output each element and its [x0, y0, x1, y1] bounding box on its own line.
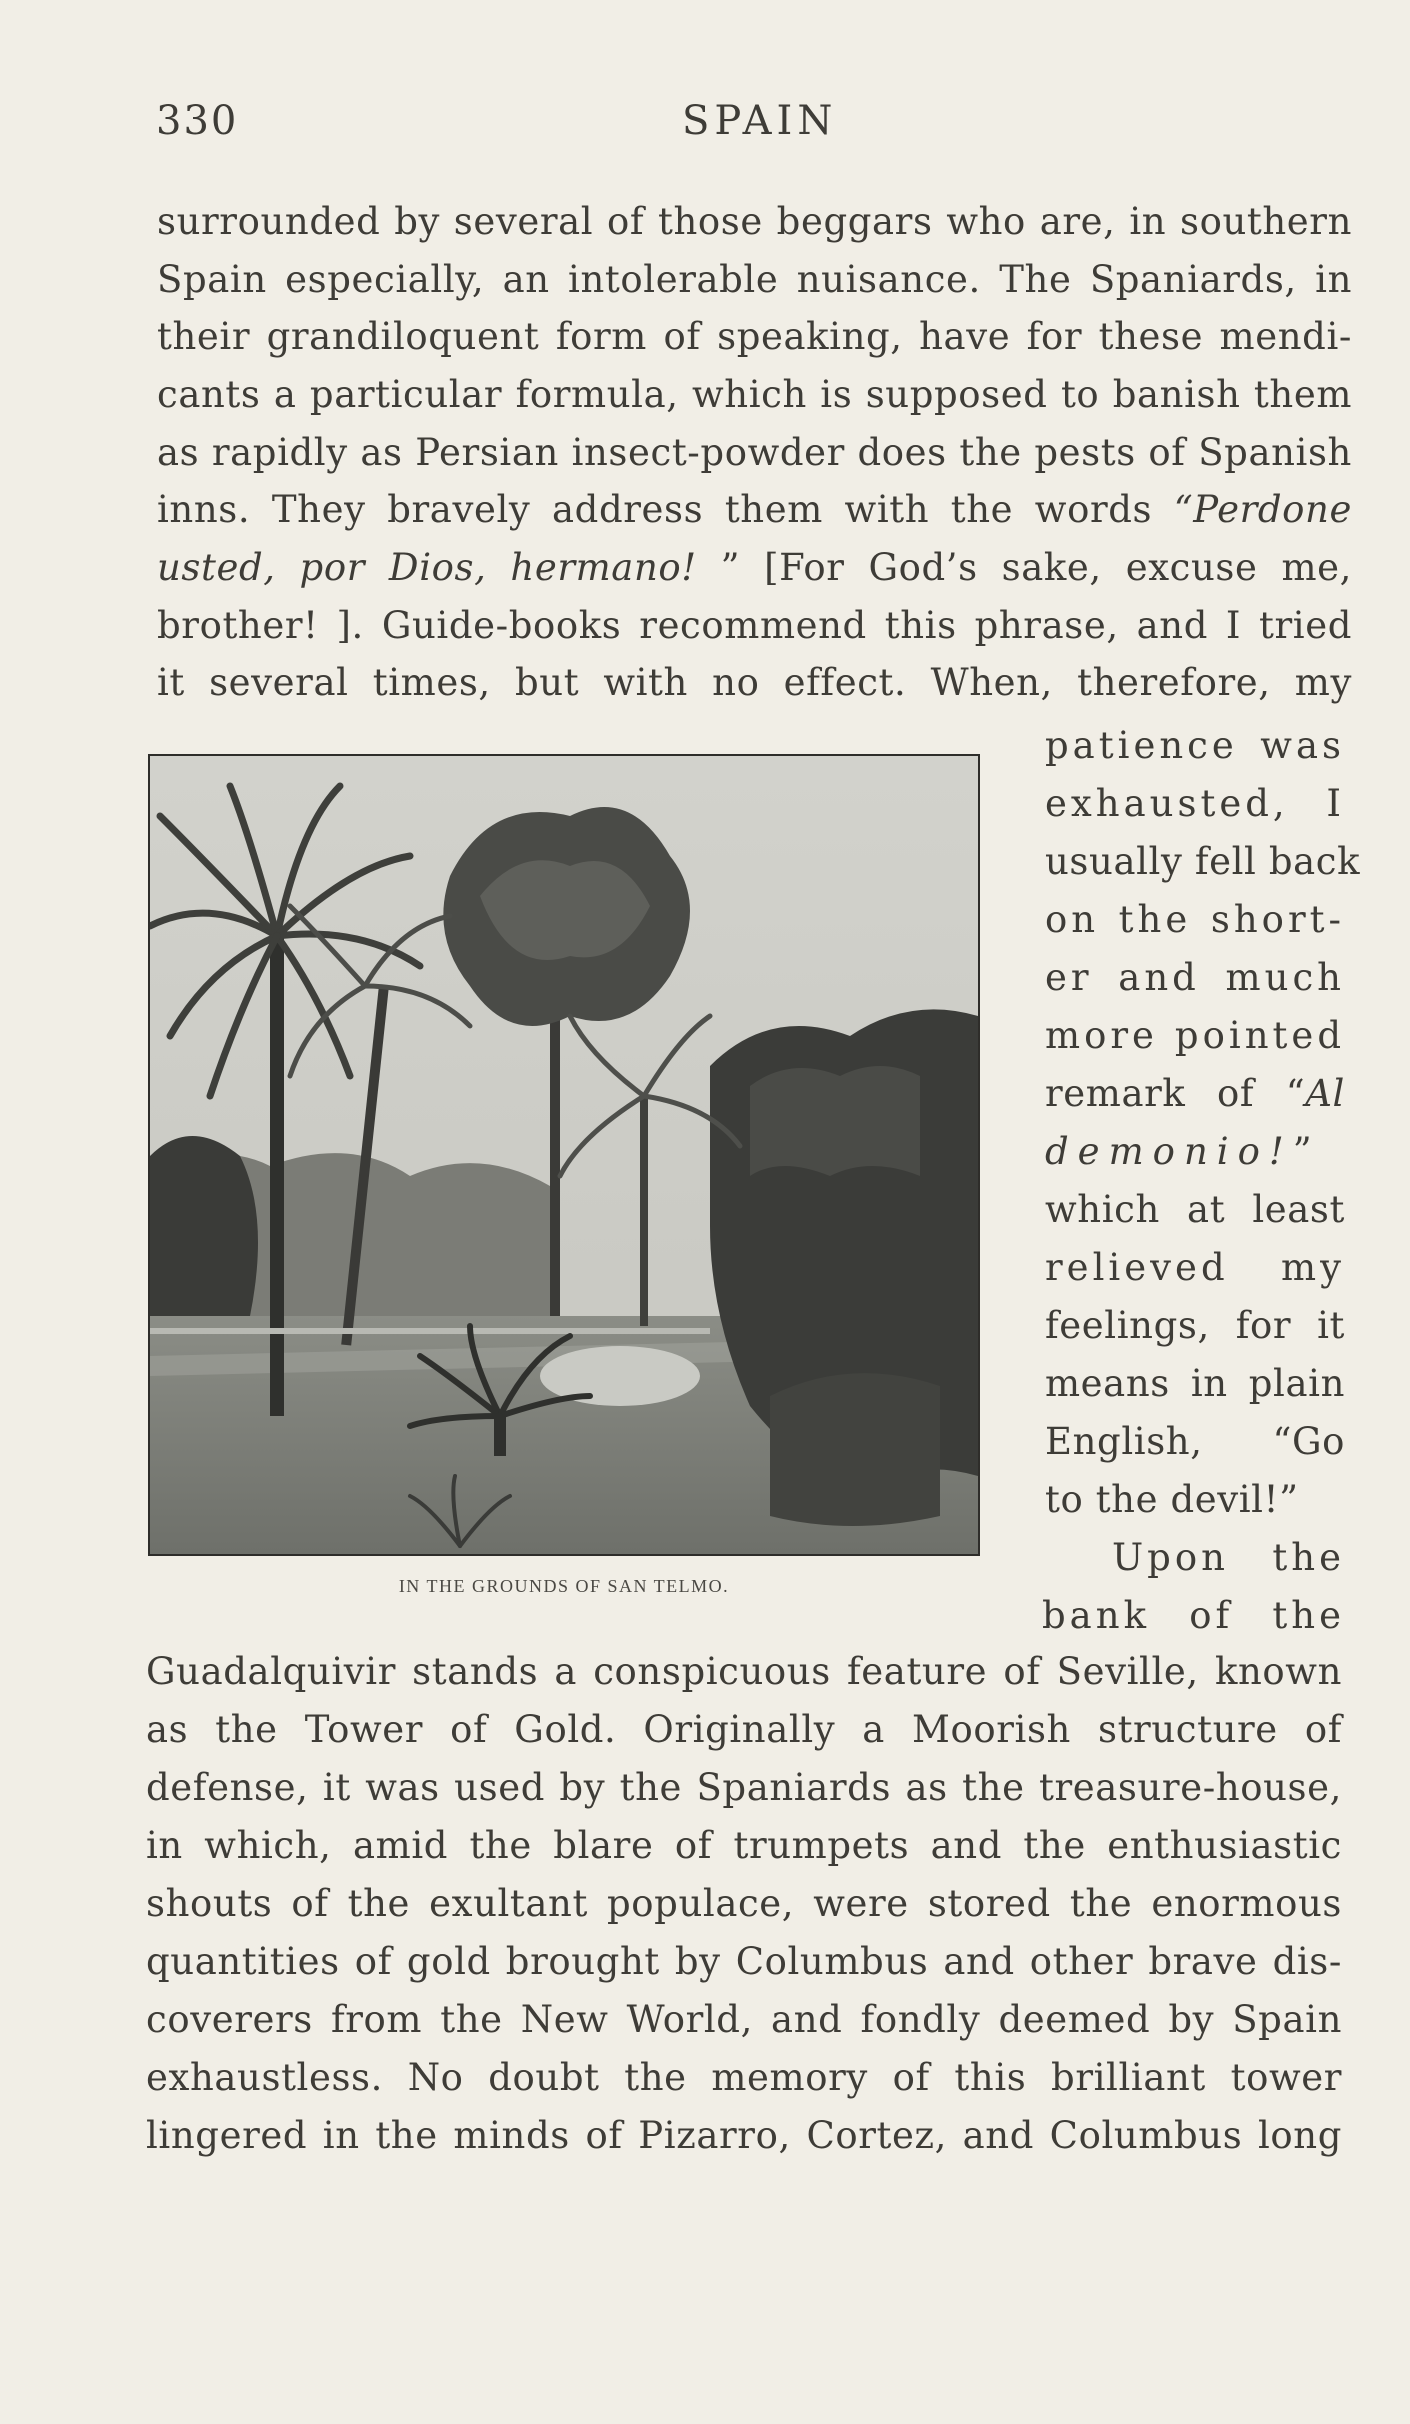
side-text-line: English, “Go	[1045, 1420, 1345, 1463]
side-text-line: feelings, for it	[1045, 1304, 1345, 1347]
side-text-line: more pointed	[1045, 1014, 1345, 1057]
text-line: shouts of the exultant populace, were stored the enormous	[146, 1882, 1342, 1925]
text-line: exhaustless. No doubt the memory of this brilliant tower	[146, 2056, 1342, 2099]
text-line: their grandiloquent form of speaking, have for these mendi-	[157, 315, 1352, 358]
side-text-line	[1045, 1072, 1345, 1116]
text-line	[157, 488, 1352, 532]
italic-phrase: Al	[1305, 1072, 1345, 1115]
text-line: as the Tower of Gold. Originally a Moorish structure of	[146, 1708, 1342, 1751]
italic-phrase: “Perdone	[1173, 488, 1352, 531]
text-line: quantities of gold brought by Columbus and other brave dis-	[146, 1940, 1342, 1983]
side-text-line: which at least	[1045, 1188, 1345, 1231]
text-line: in which, amid the blare of trumpets and the enthusiastic	[146, 1824, 1342, 1867]
garden-photograph	[148, 754, 980, 1556]
text-segment: inns. They bravely address them with the words	[157, 488, 1153, 531]
text-segment: ” [For God’s sake, excuse me,	[696, 546, 1352, 589]
italic-phrase: demonio!	[1045, 1130, 1293, 1173]
text-line: it several times, but with no effect. When, therefore, my	[157, 661, 1352, 704]
italic-phrase: usted, por Dios, hermano!	[157, 546, 697, 589]
side-text-line	[1045, 1130, 1345, 1174]
side-text-line: means in plain	[1045, 1362, 1345, 1405]
figure-caption: IN THE GROUNDS OF SAN TELMO.	[398, 1576, 730, 1596]
page-header	[152, 98, 1352, 158]
page-number: 330	[156, 98, 239, 144]
side-text-line: on the short-	[1045, 898, 1345, 941]
text-segment: ”	[1292, 1130, 1321, 1173]
side-text-line: exhausted, I	[1045, 782, 1345, 825]
side-text-line: bank of the	[1042, 1594, 1345, 1637]
text-line: as rapidly as Persian insect-powder does the pests of Spanish	[157, 431, 1352, 474]
side-text-line: to the devil!”	[1045, 1478, 1299, 1521]
text-line: coverers from the New World, and fondly deemed by Spain	[146, 1998, 1342, 2041]
text-line: surrounded by several of those beggars who are, in southern	[157, 200, 1352, 243]
text-line	[157, 546, 1352, 590]
side-text-line: relieved my	[1045, 1246, 1345, 1289]
text-segment: remark of “	[1045, 1072, 1306, 1115]
text-line: lingered in the minds of Pizarro, Cortez, and Columbus long	[146, 2114, 1342, 2157]
side-text-line: patience was	[1045, 724, 1345, 767]
text-line: defense, it was used by the Spaniards as the treasure-house,	[146, 1766, 1342, 1809]
side-text-line: er and much	[1045, 956, 1345, 999]
side-text-line: usually fell back	[1045, 840, 1361, 883]
text-line: cants a particular formula, which is supposed to banish them	[157, 373, 1352, 416]
running-head: SPAIN	[682, 98, 838, 144]
text-line: Spain especially, an intolerable nuisance. The Spaniards, in	[157, 258, 1352, 301]
text-line: Guadalquivir stands a conspicuous feature of Seville, known	[146, 1650, 1342, 1693]
side-text-line: Upon the	[1112, 1536, 1345, 1579]
text-line: brother! ]. Guide-books recommend this phrase, and I tried	[157, 604, 1352, 647]
